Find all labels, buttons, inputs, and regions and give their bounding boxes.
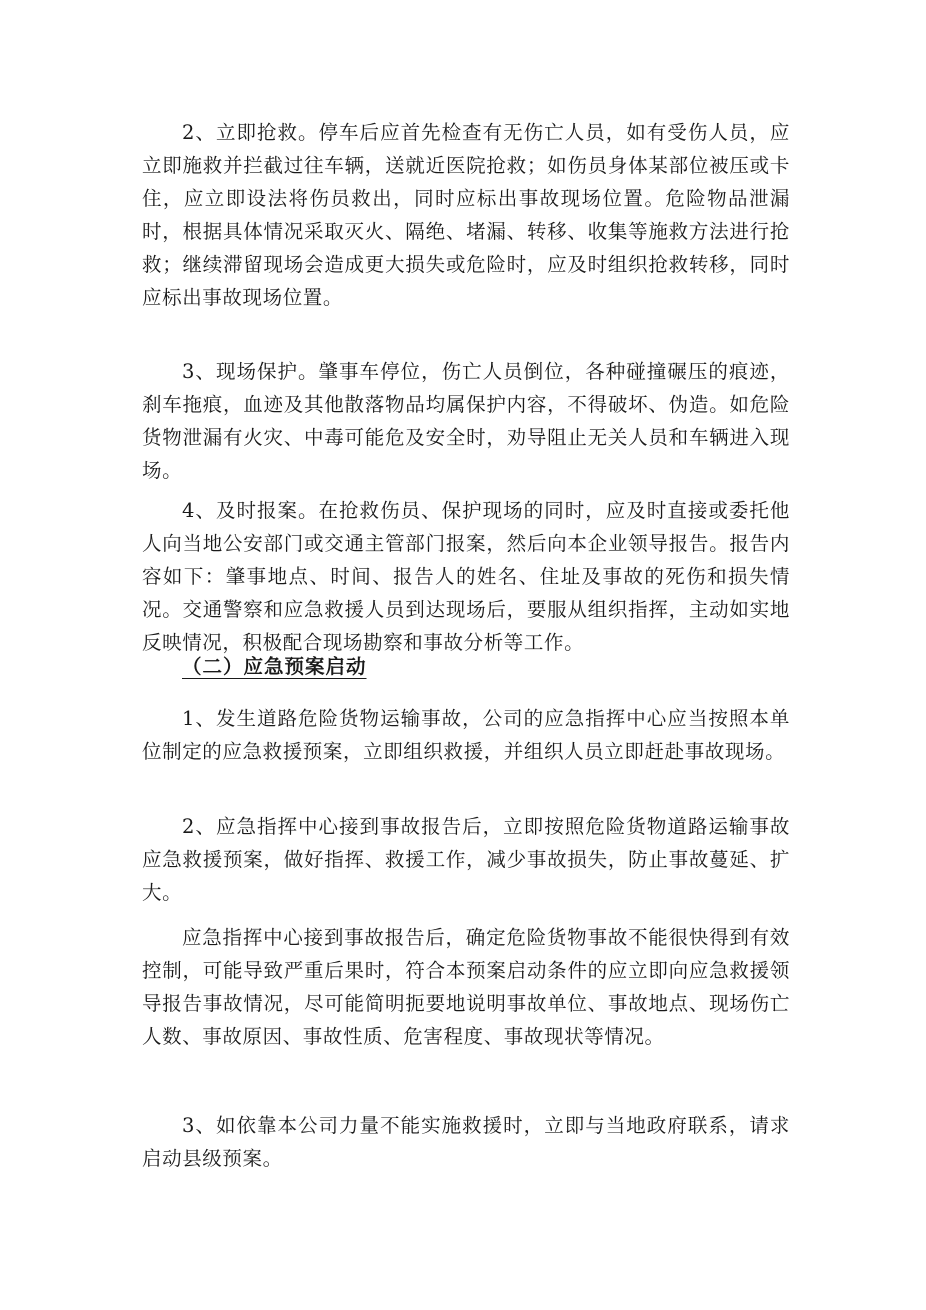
paragraph-activation-report: 应急指挥中心接到事故报告后，确定危险货物事故不能很快得到有效控制，可能导致严重后果时，符合本预案启动条件的应立即向应急救援领导报告事故情况，尽可能简明扼要地说明事故单位、事故地点、现场伤亡人数、事故原因、事故性质、危害程度、事故现状等情况。 <box>142 926 790 1048</box>
paragraph-report: 4、及时报案。在抢救伤员、保护现场的同时，应及时直接或委托他人向当地公安部门或交通主管部门报案，然后向本企业领导报告。报告内容如下：肇事地点、时间、报告人的姓名、住址及事故的死伤和损失情况。交通警察和应急救援人员到达现场后，要服从组织指挥，主动如实地反映情况，积极配合现场勘察和事故分析等工作。 <box>142 499 790 654</box>
paragraph-scene-protection: 3、现场保护。肇事车停位，伤亡人员倒位，各种碰撞碾压的痕迹，刹车拖痕，血迹及其他散落物品均属保护内容，不得破坏、伪造。如危险货物泄漏有火灾、中毒可能危及安全时，劝导阻止无关人员和车辆进入现场。 <box>142 360 790 482</box>
paragraph-rescue: 2、立即抢救。停车后应首先检查有无伤亡人员，如有受伤人员，应立即施救并拦截过往车辆，送就近医院抢救；如伤员身体某部位被压或卡住，应立即设法将伤员救出，同时应标出事故现场位置。危险物品泄漏时，根据具体情况采取灭火、隔绝、堵漏、转移、收集等施救方法进行抢救；继续滞留现场会造成更大损失或危险时，应及时组织抢救转移，同时应标出事故现场位置。 <box>142 121 790 309</box>
section-heading: （二）应急预案启动 <box>182 655 367 678</box>
paragraph-activation-2: 2、应急指挥中心接到事故报告后，立即按照危险货物道路运输事故应急救援预案，做好指挥、救援工作，减少事故损失，防止事故蔓延、扩大。 <box>142 815 790 904</box>
paragraph-activation-1: 1、发生道路危险货物运输事故，公司的应急指挥中心应当按照本单位制定的应急救援预案，立即组织救援，并组织人员立即赶赴事故现场。 <box>142 707 790 763</box>
paragraph-activation-3: 3、如依靠本公司力量不能实施救援时，立即与当地政府联系，请求启动县级预案。 <box>142 1114 790 1170</box>
